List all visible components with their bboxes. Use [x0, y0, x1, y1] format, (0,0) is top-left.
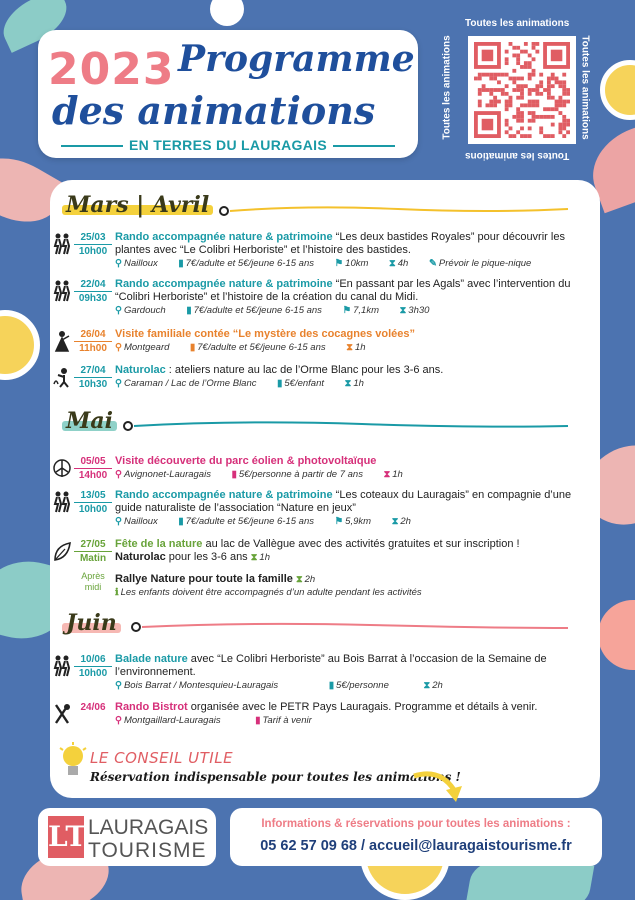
event-description: Rando accompagnée nature & patrimoine “Les coteaux du Lauragais” en compagnie d’une guide naturaliste de l’association “Nature en jeux” ⚲ Nailloux ▮ 7€/adulte et 5€/jeune 6-15 ans ⚑ 5,9km ⧗ 2h — [115, 489, 593, 528]
section-title: Mai — [66, 408, 113, 434]
event-date: 22/04 09h30 — [74, 278, 112, 305]
hiker-icon — [52, 655, 72, 677]
section-mai — [66, 408, 113, 434]
hiker-icon — [52, 233, 72, 255]
qr-code-block[interactable] — [441, 18, 597, 166]
header-title-line1: Programme — [178, 38, 415, 80]
event-date: 10/06 10h00 — [74, 653, 112, 680]
tip-title: LE CONSEIL UTILE — [90, 749, 234, 767]
event-meta: ⚲ Montgeard ▮ 7€/adulte et 5€/jeune 6-15 ans ⧗ 1h — [115, 342, 366, 353]
event-date: 25/03 10h00 — [74, 231, 112, 258]
event-date: 26/04 11h00 — [74, 328, 112, 355]
section-juin — [66, 610, 117, 636]
section-title: Mars | Avril — [66, 192, 209, 218]
event-meta: ⚲ Montgaillard-Lauragais ▮ Tarif à venir — [115, 715, 312, 726]
event-date: 24/06 — [80, 702, 106, 713]
section-divider — [218, 203, 573, 219]
tip-text: Réservation indispensable pour toutes les animations ! — [90, 770, 461, 784]
footer-contact-card — [230, 808, 602, 866]
event-description: Balade nature avec “Le Colibri Herboriste” au Bois Barrat à l’occasion de la Semaine de l’environnement. ⚲ Bois Barrat / Montesquieu-Lauragais ▮ 5€/personne ⧗ 2h — [115, 653, 593, 692]
qr-code[interactable] — [468, 36, 576, 144]
logo-line2: TOURISME — [88, 839, 207, 862]
storyteller-icon — [52, 330, 72, 352]
event-meta: ⚲ Gardouch ▮ 7€/adulte et 5€/jeune 6-15 ans ⚑ 7,1km ⧗ 3h30 — [115, 305, 430, 316]
wind-solar-icon — [52, 457, 72, 479]
qr-label-bottom: Toutes les animations — [465, 150, 570, 161]
header-year: 2023 — [48, 44, 175, 95]
event-date: 27/04 10h30 — [74, 364, 112, 391]
qr-label-right: Toutes les animations — [579, 35, 591, 140]
event-description: Fête de la nature au lac de Vallègue avec des activités gratuites et sur inscription ! Naturolac pour les 3-6 ans ⧗ 1h — [115, 538, 593, 564]
hiker-icon — [52, 491, 72, 513]
header-title-line2: des animations — [52, 88, 376, 133]
event-description: Visite découverte du parc éolien & photovoltaïque ⚲ Avignonet-Lauragais ▮ 5€/personne à partir de 7 ans ⧗ 1h — [115, 455, 593, 481]
event-description: Naturolac : ateliers nature au lac de l’Orme Blanc pour les 3-6 ans. ⚲ Caraman / Lac de l’Orme Blanc ▮ 5€/enfant ⧗ 1h — [115, 364, 593, 390]
event-description: Visite familiale contée “Le mystère des cocagnes volées” ⚲ Montgeard ▮ 7€/adulte et 5€/jeune 6-15 ans ⧗ 1h — [115, 328, 593, 354]
child-nature-icon — [52, 366, 72, 388]
event-meta: ⚲ Bois Barrat / Montesquieu-Lauragais ▮ 5€/personne ⧗ 2h — [115, 680, 443, 691]
event-description: Rando Bistrot organisée avec le PETR Pays Lauragais. Programme et détails à venir. ⚲ Montgaillard-Lauragais ▮ Tarif à venir — [115, 701, 593, 727]
event-description: Rando accompagnée nature & patrimoine “En passant par les Agals” avec l’intervention du “Colibri Herboriste” et l’histoire de la création du canal du Midi. ⚲ Gardouch ▮ 7€/adulte et 5€/jeune 6-15 ans ⚑ 7,1km ⧗ 3h30 — [115, 278, 593, 317]
event-date: 13/05 10h00 — [74, 489, 112, 516]
logo-line1: LAURAGAIS — [88, 816, 209, 839]
event-meta: ⚲ Avignonet-Lauragais ▮ 5€/personne à partir de 7 ans ⧗ 1h — [115, 469, 403, 480]
event-slot-morning: Naturolac pour les 3-6 ans ⧗ 1h — [115, 551, 270, 563]
logo-mark-icon: LT — [48, 816, 84, 858]
event-slot-afternoon-time: Après midi — [81, 571, 105, 592]
event-date: 27/05 Matin — [74, 538, 112, 565]
qr-code-icon — [474, 42, 570, 138]
arrow-icon — [410, 770, 470, 810]
footer-info-title: Informations & réservations pour toutes les animations : — [261, 818, 571, 830]
qr-label-top: Toutes les animations — [465, 18, 570, 29]
section-title: Juin — [66, 610, 117, 636]
footer-contact[interactable]: 05 62 57 09 68 / accueil@lauragaistourisme.fr — [260, 838, 572, 854]
qr-label-left: Toutes les animations — [441, 35, 453, 140]
section-mars-avril — [66, 192, 209, 218]
cutlery-icon — [52, 703, 72, 725]
event-description: Rando accompagnée nature & patrimoine “Les deux bastides Royales” pour découvrir les plantes avec “Le Colibri Herboriste” et l’histoire des bastides. ⚲ Nailloux ▮ 7€/adulte et 5€/jeune 6-15 ans ⚑ 10km ⧗ 4h ✎ Prévoir le pique-nique — [115, 231, 593, 270]
hiker-icon — [52, 280, 72, 302]
section-divider — [130, 619, 573, 635]
event-note: ℹ Les enfants doivent être accompagnés d’un adulte pendant les activités — [115, 587, 422, 598]
event-meta: ⚲ Nailloux ▮ 7€/adulte et 5€/jeune 6-15 ans ⚑ 5,9km ⧗ 2h — [115, 516, 411, 527]
header-subtitle: EN TERRES DU LAURAGAIS — [46, 137, 410, 153]
leaf-icon — [52, 540, 72, 562]
event-slot-afternoon: Rallye Nature pour toute la famille ⧗ 2h ℹ Les enfants doivent être accompagnés d’un adulte pendant les activités — [115, 573, 593, 599]
event-meta: ⚲ Nailloux ▮ 7€/adulte et 5€/jeune 6-15 ans ⚑ 10km ⧗ 4h ✎ Prévoir le pique-nique — [115, 258, 532, 269]
event-date: 05/05 14h00 — [74, 455, 112, 482]
lightbulb-icon — [58, 742, 88, 782]
lauragais-tourisme-logo[interactable] — [38, 808, 216, 866]
event-meta: ⚲ Caraman / Lac de l’Orme Blanc ▮ 5€/enfant ⧗ 1h — [115, 378, 364, 389]
section-divider — [122, 418, 573, 434]
